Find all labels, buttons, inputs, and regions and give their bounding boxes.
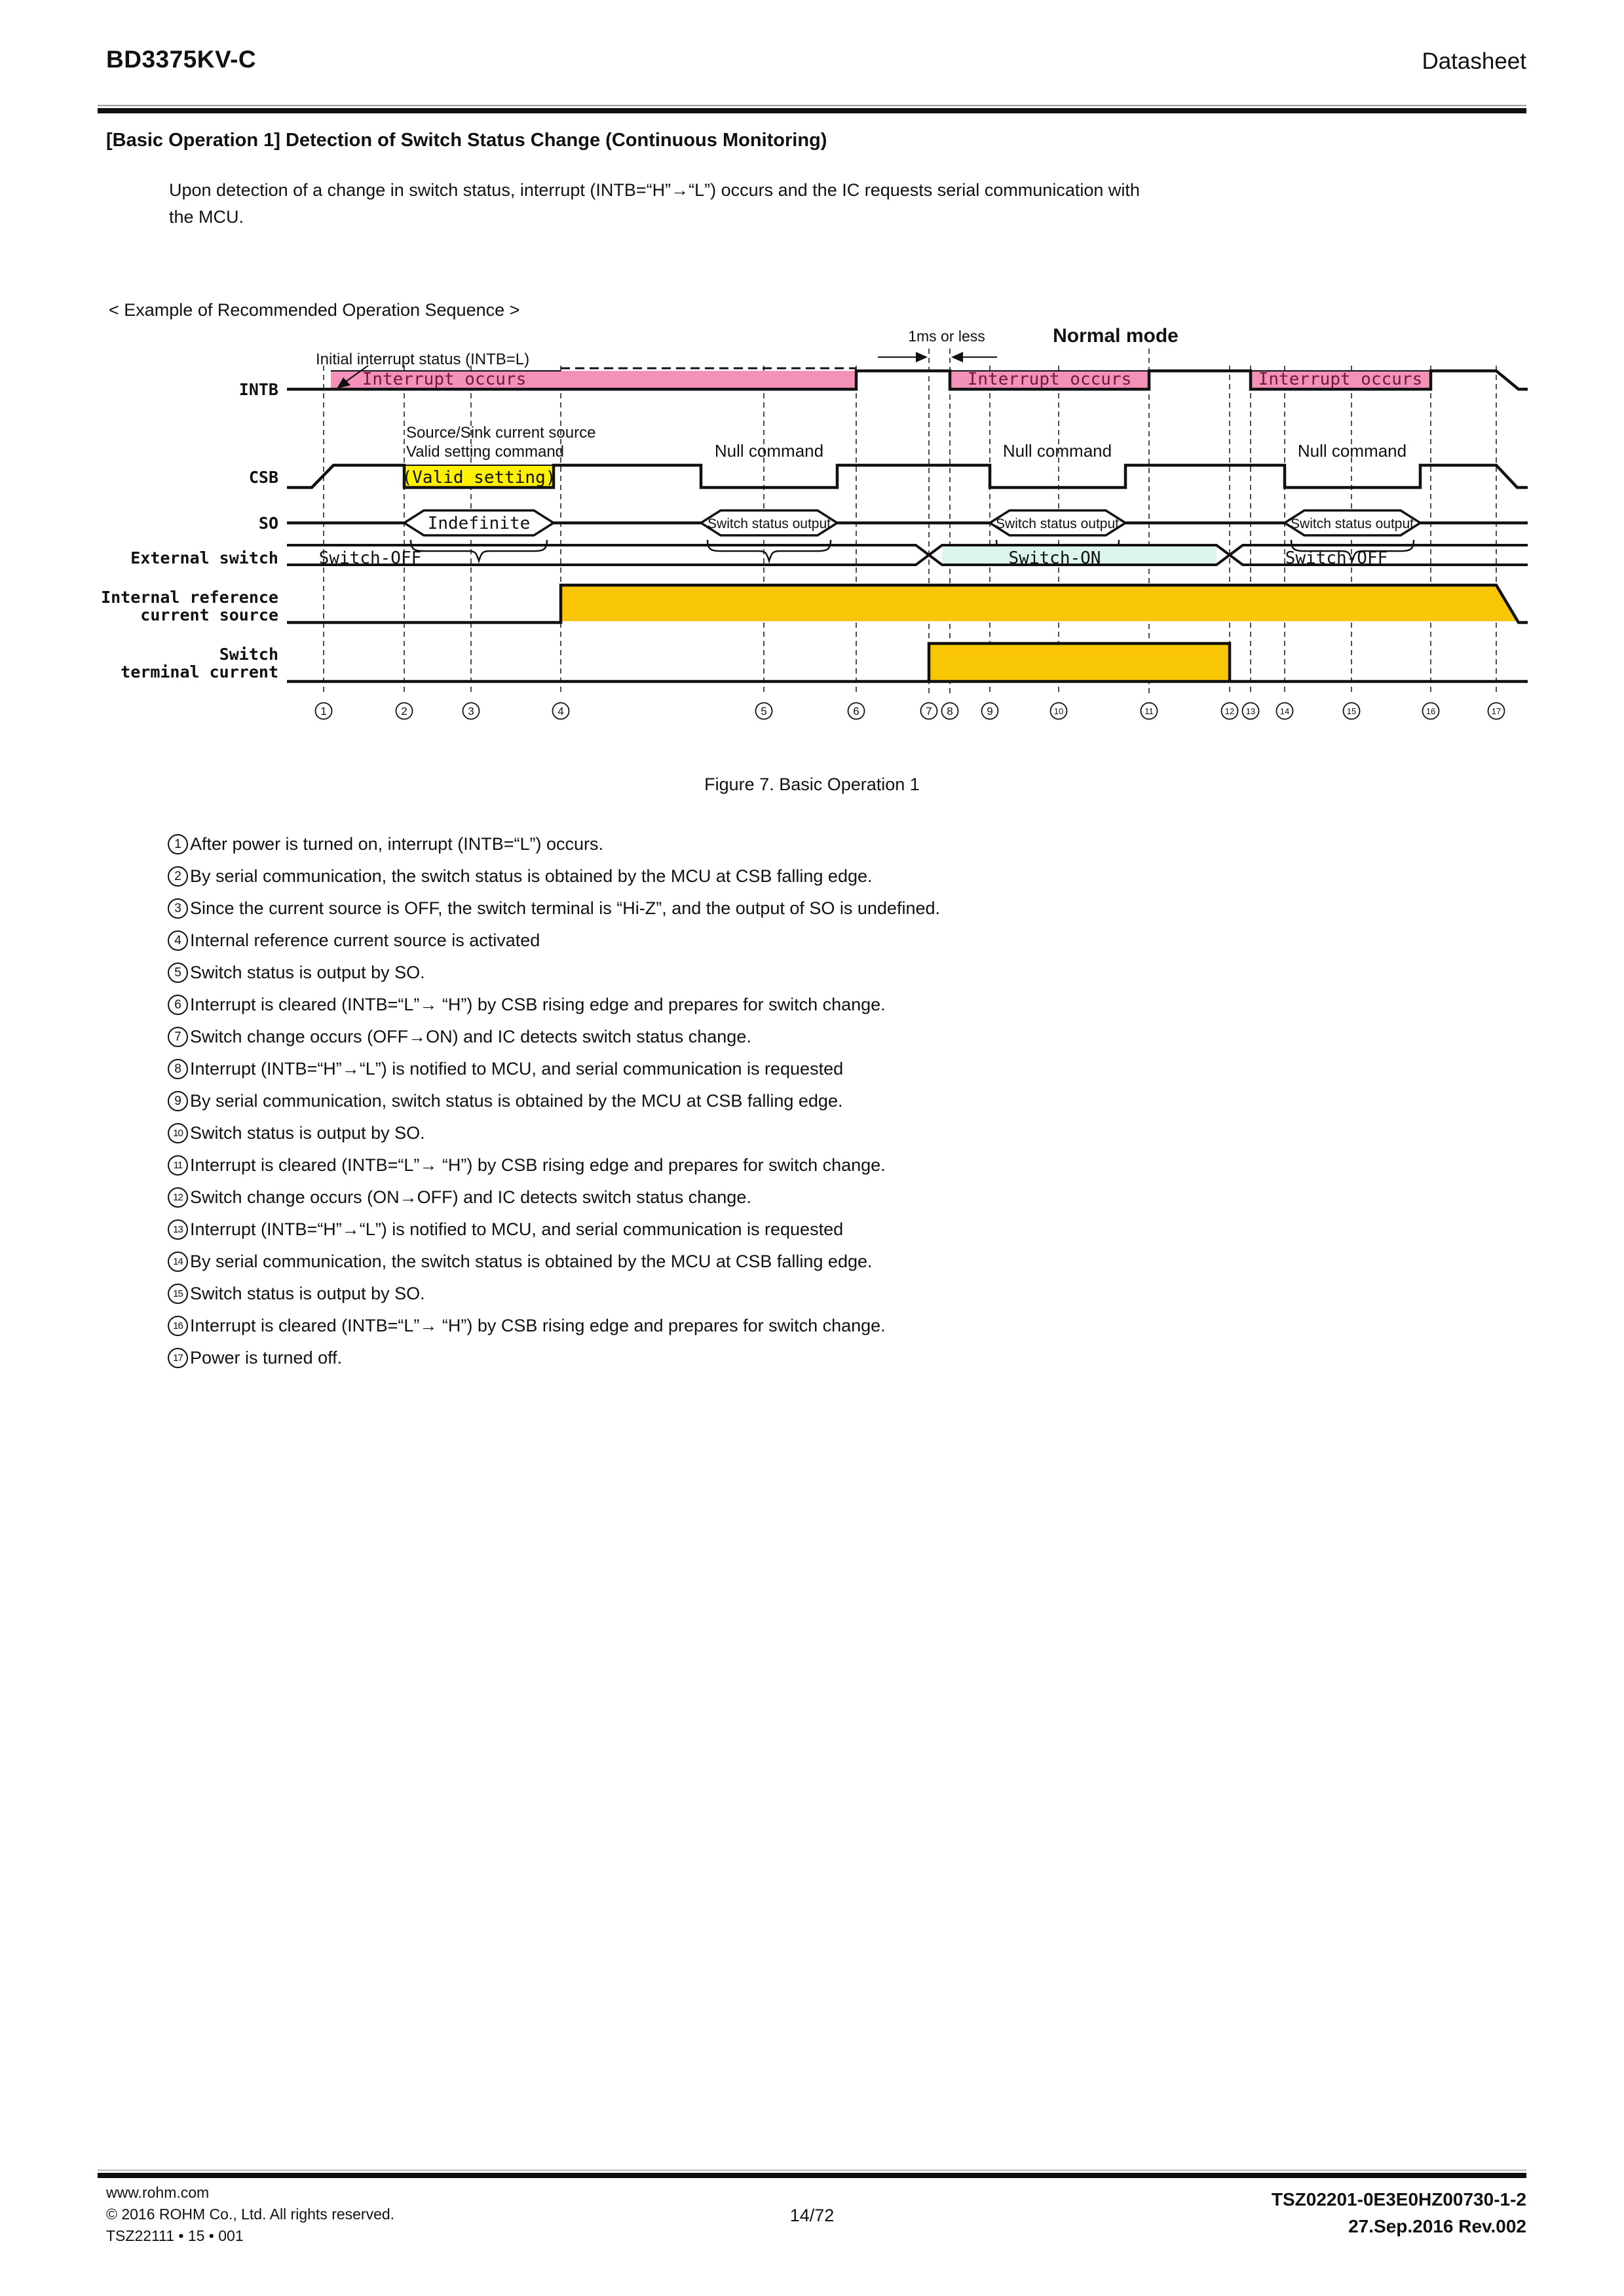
example-heading: < Example of Recommended Operation Sequence > [109,300,520,320]
step-number: 14 [168,1252,188,1272]
step-number: 1 [168,834,188,854]
step-item [168,1053,940,1085]
step-text: Internal reference current source is activated [190,930,540,950]
label-csb: CSB [248,468,278,487]
event-marker-number: 5 [761,705,767,718]
switch-off-label-1: Switch-OFF [318,548,422,568]
step-item [168,860,940,892]
event-marker-number: 14 [1279,706,1290,716]
label-swcur-1: Switch [219,645,278,664]
step-text: Switch status is output by SO. [190,1284,425,1303]
label-swcur-2: terminal current [121,662,278,681]
event-marker-number: 9 [987,705,993,718]
step-text: Interrupt (INTB=“H”→“L”) is notified to MCU, and serial communication is requested [190,1059,844,1079]
interrupt-occurs-label-3: Interrupt occurs [1258,370,1423,389]
step-text: By serial communication, switch status is obtained by the MCU at CSB falling edge. [190,1091,843,1111]
valid-setting-label: (Valid setting) [402,468,556,488]
step-number: 12 [168,1187,188,1208]
step-number: 15 [168,1284,188,1304]
signal-labels [101,380,278,681]
step-item [168,1342,940,1374]
label-iref-1: Internal reference [101,588,278,607]
doc-type: Datasheet [1422,48,1526,74]
timing-diagram [0,0,1624,740]
source-sink-label: Source/Sink current source [406,424,596,442]
step-item [168,1181,940,1214]
event-marker-number: 16 [1426,706,1436,716]
step-item [168,1246,940,1278]
indefinite-label: Indefinite [427,514,531,533]
event-marker-number: 6 [853,705,859,718]
footer-rule [98,2173,1526,2178]
step-item [168,892,940,925]
step-number: 5 [168,963,188,983]
step-item [168,1085,940,1117]
event-marker-number: 3 [468,705,474,718]
step-item [168,1310,940,1342]
step-number: 4 [168,930,188,951]
step-text: Switch change occurs (ON→OFF) and IC detects switch status change. [190,1187,751,1207]
intro-line-2: the MCU. [169,207,244,227]
null-command-label-3: Null command [1297,441,1407,461]
step-number: 8 [168,1059,188,1079]
event-marker-number: 15 [1346,706,1357,716]
step-item [168,989,940,1021]
footer-copyright: © 2016 ROHM Co., Ltd. All rights reserved. [106,2206,395,2223]
footer-url: www.rohm.com [106,2184,210,2201]
step-text: Interrupt is cleared (INTB=“L”→ “H”) by CSB rising edge and prepares for switch change. [190,995,886,1014]
step-number: 13 [168,1219,188,1240]
label-so: SO [258,514,278,533]
step-item [168,1021,940,1053]
footer-revision: 27.Sep.2016 Rev.002 [1348,2216,1526,2236]
event-marker-number: 2 [401,705,407,718]
step-number: 7 [168,1027,188,1047]
part-number: BD3375KV-C [106,46,257,73]
step-number: 16 [168,1316,188,1336]
figure-caption: Figure 7. Basic Operation 1 [704,775,920,794]
operation-steps-list [168,828,940,1374]
step-number: 2 [168,866,188,887]
footer-right [1272,2186,1526,2240]
switch-status-output-label-3: Switch status output [1291,516,1414,531]
iref-active-region [561,586,1517,621]
step-text: Switch status is output by SO. [190,963,425,982]
step-item [168,1149,940,1181]
t1ms-arrow-left [951,352,963,362]
step-text: Since the current source is OFF, the switch terminal is “Hi-Z”, and the output of SO is undefined. [190,898,940,918]
step-item [168,1117,940,1149]
label-external-switch: External switch [130,548,278,567]
label-intb: INTB [238,380,278,399]
intro-line-1: Upon detection of a change in switch status, interrupt (INTB=“H”→“L”) occurs and the IC requests serial communication with [169,180,1140,200]
footer-rule-thin [98,2170,1526,2171]
null-command-label-2: Null command [1002,441,1112,461]
switch-on-label: Switch-ON [1008,548,1101,568]
step-item [168,925,940,957]
page-number: 14/72 [789,2206,835,2225]
step-number: 9 [168,1091,188,1111]
step-item [168,957,940,989]
event-marker-number: 13 [1245,706,1256,716]
footer-doc-id: TSZ02201-0E3E0HZ00730-1-2 [1271,2189,1526,2210]
step-number: 10 [168,1123,188,1143]
interrupt-occurs-label-2: Interrupt occurs [967,370,1132,389]
event-marker-number: 11 [1144,706,1154,716]
t1ms-label: 1ms or less [908,328,985,345]
switch-status-output-label-1: Switch status output [708,516,831,531]
step-text: Switch status is output by SO. [190,1123,425,1143]
event-marker-number: 17 [1491,706,1501,716]
step-number: 11 [168,1155,188,1176]
interrupt-occurs-label-1: Interrupt occurs [362,370,527,389]
event-marker-number: 10 [1053,706,1064,716]
normal-mode-label: Normal mode [1053,325,1179,347]
step-text: Interrupt (INTB=“H”→“L”) is notified to MCU, and serial communication is requested [190,1219,844,1239]
footer-code: TSZ22111 • 15 • 001 [106,2227,244,2244]
event-marker-number: 8 [947,705,953,718]
step-text: Interrupt is cleared (INTB=“L”→ “H”) by CSB rising edge and prepares for switch change. [190,1155,886,1175]
step-text: By serial communication, the switch status is obtained by the MCU at CSB falling edge. [190,1252,873,1271]
step-text: By serial communication, the switch status is obtained by the MCU at CSB falling edge. [190,866,873,886]
initial-status-annotation: Initial interrupt status (INTB=L) [316,351,530,368]
step-text: Interrupt is cleared (INTB=“L”→ “H”) by CSB rising edge and prepares for switch change. [190,1316,886,1335]
step-number: 17 [168,1348,188,1368]
terminal-current-region [929,645,1230,680]
step-item [168,1278,940,1310]
step-item [168,828,940,860]
valid-setting-command-label: Valid setting command [406,443,565,461]
step-text: Switch change occurs (OFF→ON) and IC detects switch status change. [190,1027,751,1046]
switch-status-output-label-2: Switch status output [996,516,1119,531]
step-text: Power is turned off. [190,1348,343,1368]
event-marker-number: 4 [557,705,564,718]
label-iref-2: current source [140,605,278,624]
step-number: 3 [168,898,188,919]
t1ms-arrow-right [916,352,928,362]
step-number: 6 [168,995,188,1015]
event-marker-number: 12 [1224,706,1235,716]
step-text: After power is turned on, interrupt (INTB=“L”) occurs. [190,834,603,854]
event-marker-number: 1 [320,705,327,718]
event-marker-number: 7 [926,705,932,718]
switch-off-label-2: Switch-OFF [1285,548,1388,568]
null-command-label-1: Null command [714,441,824,461]
step-item [168,1214,940,1246]
page-title: [Basic Operation 1] Detection of Switch Status Change (Continuous Monitoring) [106,130,827,151]
